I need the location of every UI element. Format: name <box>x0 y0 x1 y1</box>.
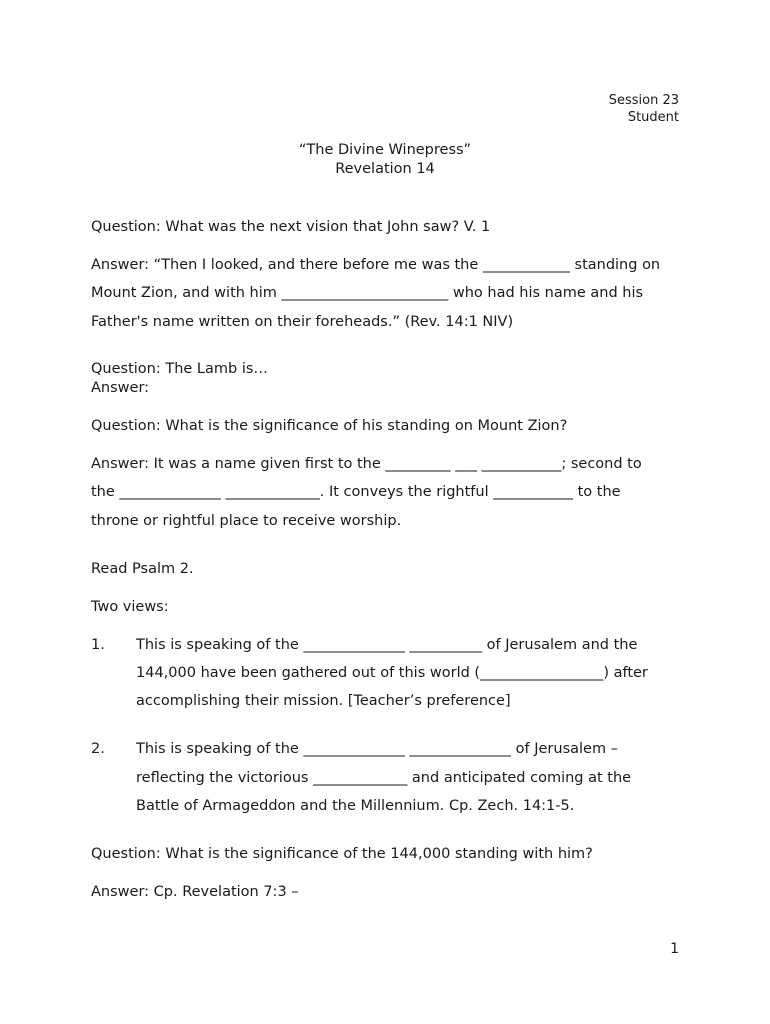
page-number: 1 <box>670 941 679 957</box>
question-4: Question: What is the significance of the 144,000 standing with him? <box>91 846 593 862</box>
answer-4: Answer: Cp. Revelation 7:3 – <box>91 884 299 900</box>
document-subtitle: Revelation 14 <box>335 161 435 177</box>
two-views-heading: Two views: <box>91 599 169 615</box>
view-1-line-3: accomplishing their mission. [Teacher’s preference] <box>136 693 511 709</box>
list-number: 1. <box>91 637 105 653</box>
view-2-line-2: reflecting the victorious _____________ and anticipated coming at the <box>136 770 632 786</box>
answer-3-line-2: the ______________ _____________. It conveys the rightful ___________ to the <box>91 484 621 500</box>
question-3: Question: What is the significance of his standing on Mount Zion? <box>91 418 568 434</box>
role-label: Student <box>627 110 679 125</box>
session-header <box>609 92 679 126</box>
view-1-line-1: This is speaking of the ______________ __________ of Jerusalem and the <box>136 637 638 653</box>
answer-3-line-1: Answer: It was a name given first to the _________ ___ ___________; second to <box>91 456 642 472</box>
answer-2: Answer: <box>91 380 150 396</box>
session-label: Session 23 <box>608 93 679 108</box>
question-1: Question: What was the next vision that John saw? V. 1 <box>91 219 491 235</box>
view-1-line-2: 144,000 have been gathered out of this world (_________________) after <box>136 665 648 681</box>
question-2: Question: The Lamb is… <box>91 361 268 377</box>
answer-1-line-1: Answer: “Then I looked, and there before me was the ____________ standing on <box>91 257 661 273</box>
answer-1-line-3: Father's name written on their foreheads.” (Rev. 14:1 NIV) <box>91 314 514 330</box>
answer-1-line-2: Mount Zion, and with him _______________________ who had his name and his <box>91 285 644 301</box>
document-title: “The Divine Winepress” <box>298 142 472 158</box>
view-2-line-1: This is speaking of the ______________ ______________ of Jerusalem – <box>136 741 618 757</box>
answer-3-line-3: throne or rightful place to receive worship. <box>91 513 402 529</box>
list-number: 2. <box>91 741 105 757</box>
read-instruction: Read Psalm 2. <box>91 561 194 577</box>
view-2-line-3: Battle of Armageddon and the Millennium. Cp. Zech. 14:1-5. <box>136 798 575 814</box>
